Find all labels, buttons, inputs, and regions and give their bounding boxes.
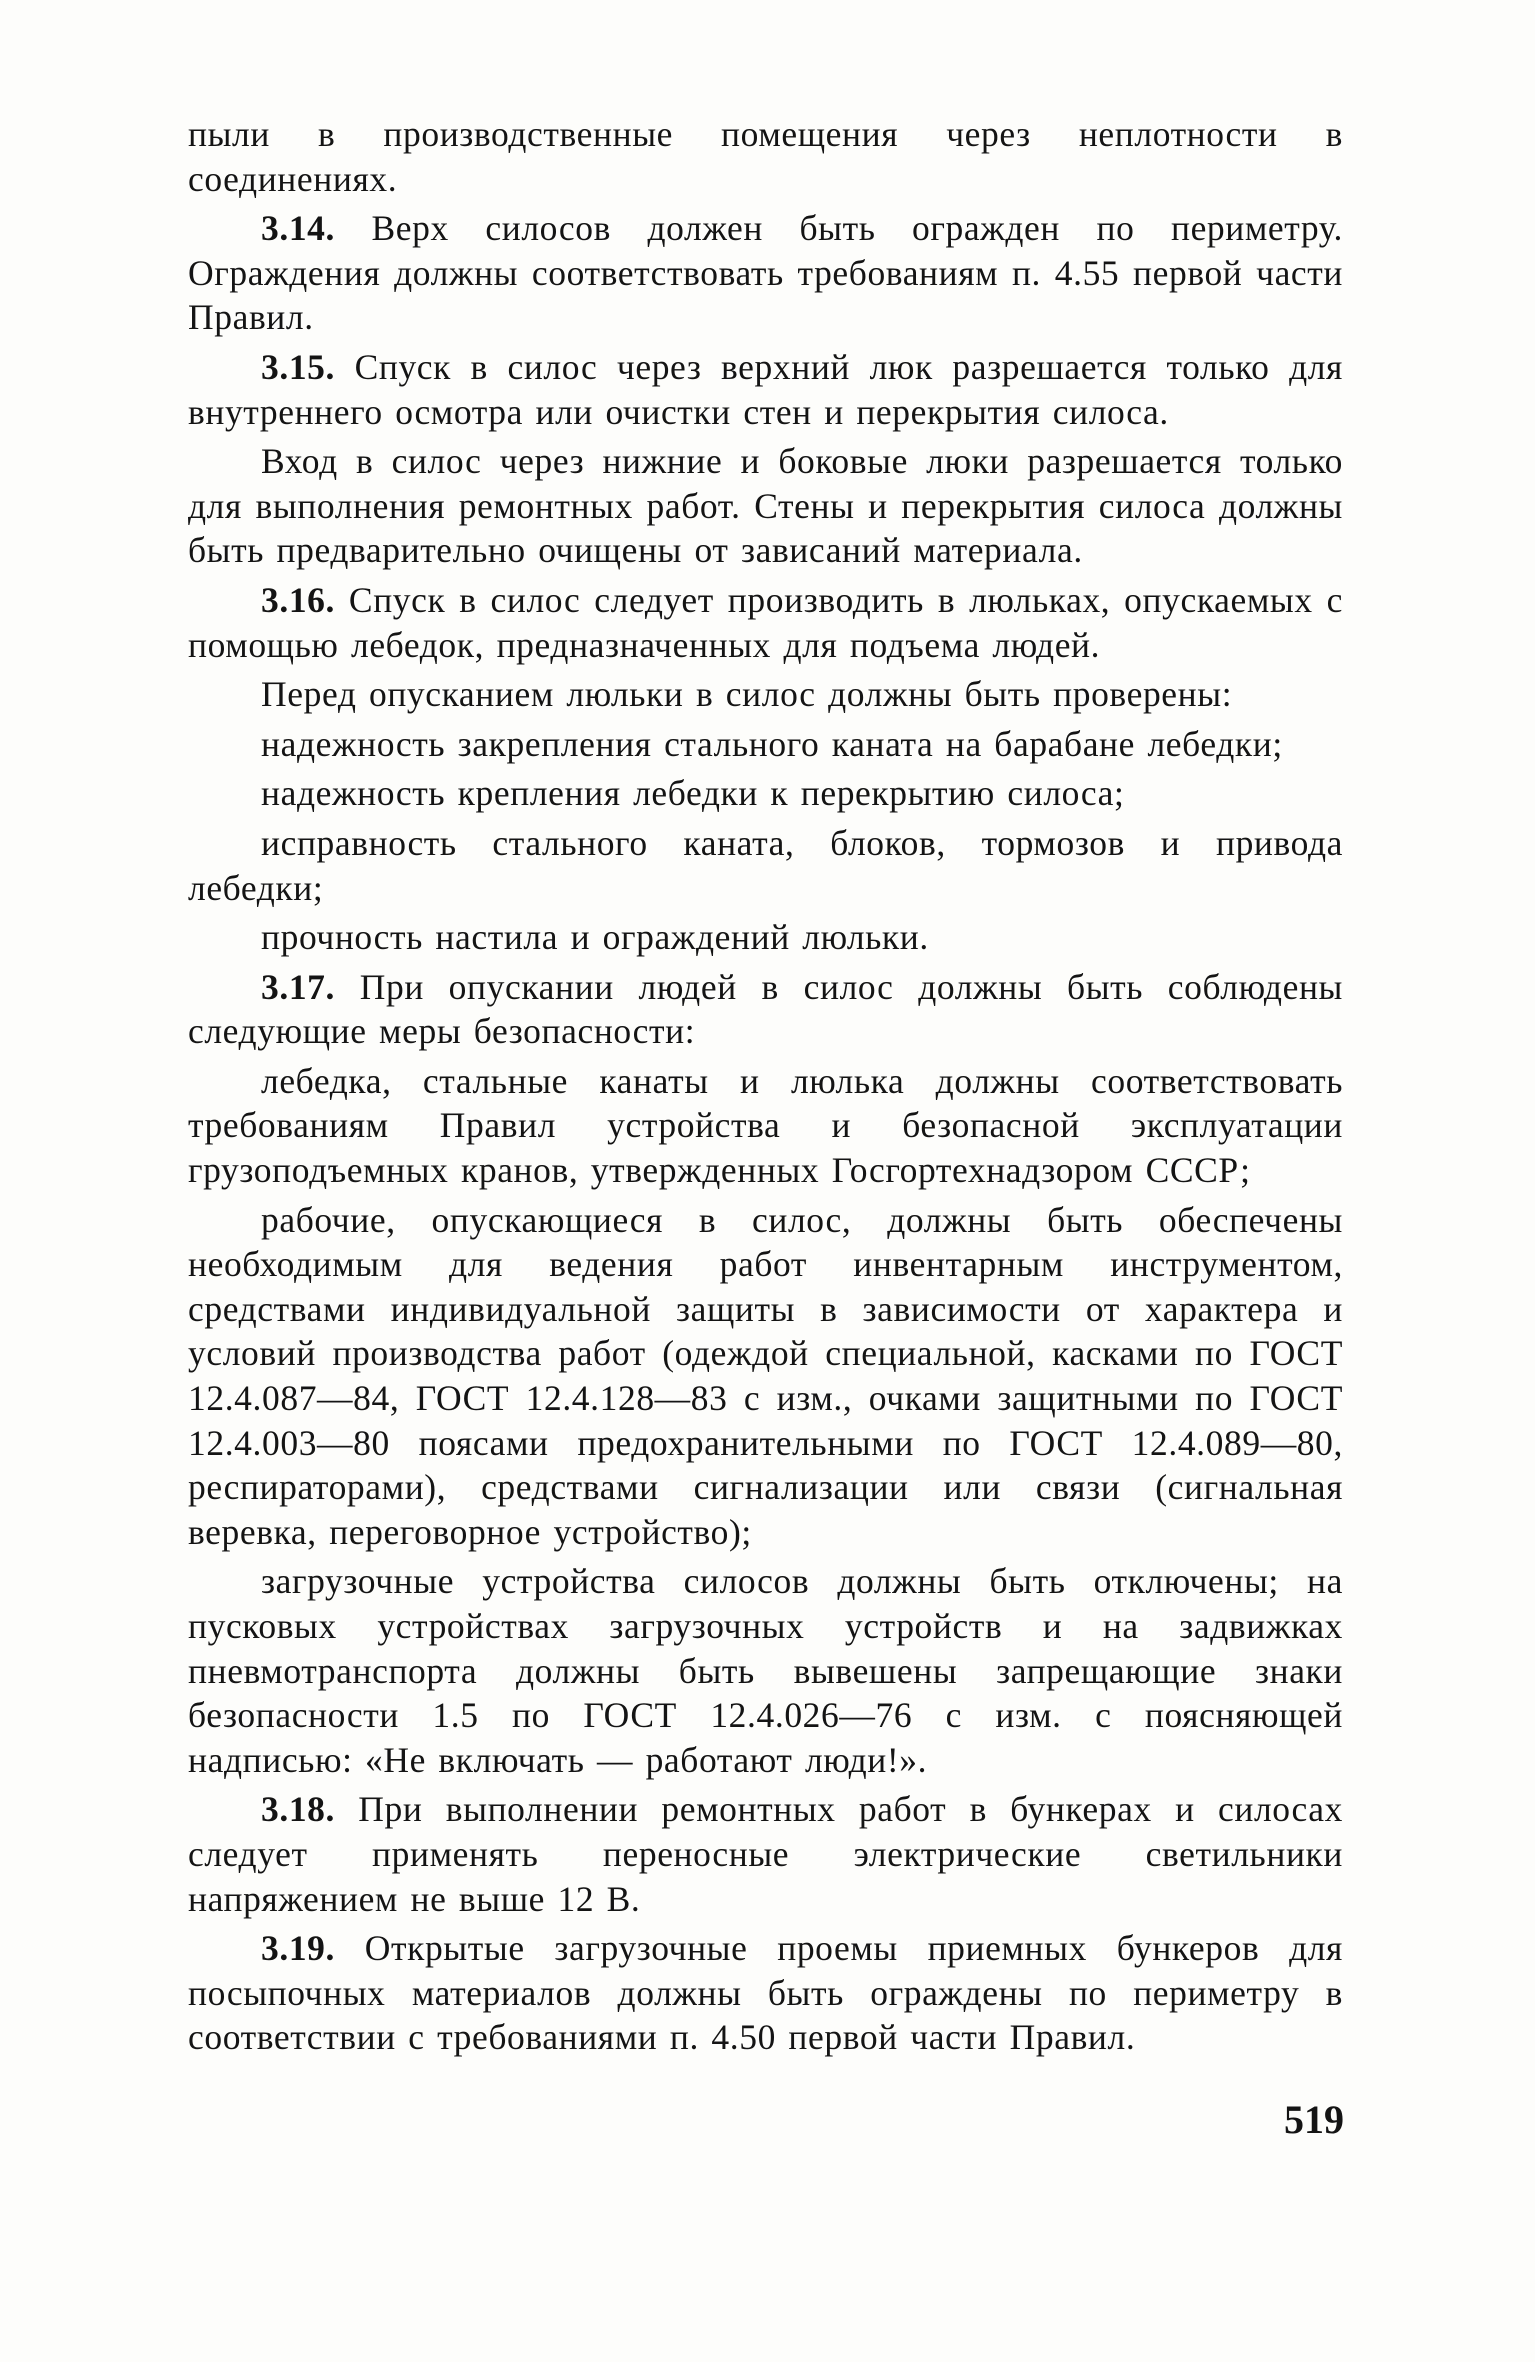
paragraph-3-18	[188, 1787, 1343, 1921]
section-number: 3.18.	[261, 1789, 335, 1830]
paragraph-text: Спуск в силос следует производить в люльках, опускаемых с помощью лебедок, предназначенных для подъема людей.	[188, 579, 1343, 665]
paragraph-text: надежность крепления лебедки к перекрытию силоса;	[261, 773, 1125, 814]
paragraph-3-16	[188, 578, 1343, 667]
list-item	[188, 1198, 1343, 1555]
list-item	[188, 915, 1343, 960]
paragraph-text: При опускании людей в силос должны быть соблюдены следующие меры безопасности:	[188, 966, 1343, 1052]
paragraph-text: прочность настила и ограждений люльки.	[261, 917, 929, 958]
paragraph-text: исправность стального каната, блоков, тормозов и привода лебедки;	[188, 822, 1343, 908]
section-number: 3.19.	[261, 1928, 335, 1969]
section-number: 3.16.	[261, 579, 335, 620]
paragraph-text: лебедка, стальные канаты и люлька должны соответствовать требованиям Правил устройства и безопасной эксплуатации грузоподъемных кранов, утвержденных Госгортехнадзором СССР;	[188, 1060, 1343, 1191]
list-item	[188, 821, 1343, 910]
list-item	[188, 1059, 1343, 1193]
paragraph-3-17	[188, 965, 1343, 1054]
paragraph-text: загрузочные устройства силосов должны быть отключены; на пусковых устройствах загрузочных устройств и на задвижках пневмотранспорта должны быть вывешены запрещающие знаки безопасности 1.5 по ГОСТ 12.4.026—76 с изм. с поясняющей надписью: «Не включать — работают люди!».	[188, 1561, 1343, 1780]
paragraph-text: пыли в производственные помещения через неплотности в соединениях.	[188, 114, 1343, 199]
section-number: 3.14.	[261, 208, 335, 249]
paragraph-check-intro	[188, 672, 1343, 717]
list-item	[188, 771, 1343, 816]
paragraph-text: При выполнении ремонтных работ в бункерах и силосах следует применять переносные электрические светильники напряжением не выше 12 В.	[188, 1789, 1344, 1919]
page-number: 519	[1284, 2097, 1344, 2142]
paragraph-3-15	[188, 345, 1343, 434]
paragraph-text: надежность закрепления стального каната на барабане лебедки;	[261, 723, 1283, 764]
paragraph-entry	[188, 439, 1343, 573]
paragraph-text: рабочие, опускающиеся в силос, должны быть обеспечены необходимым для ведения работ инвентарным инструментом, средствами индивидуальной защиты в зависимости от характера и условий производства работ (одеждой специальной, касками по ГОСТ 12.4.087—84, ГОСТ 12.4.128—83 с изм., очками защитными по ГОСТ 12.4.003—80 поясами предохранительными по ГОСТ 12.4.089—80, респираторами), средствами сигнализации или связи (сигнальная веревка, переговорное устройство);	[188, 1199, 1343, 1552]
paragraph-text: Спуск в силос через верхний люк разрешается только для внутреннего осмотра или очистки стен и перекрытия силоса.	[188, 346, 1343, 432]
section-number: 3.17.	[261, 966, 335, 1007]
body-text	[188, 112, 1343, 2060]
paragraph-3-19	[188, 1926, 1343, 2060]
paragraph-text: Открытые загрузочные проемы приемных бункеров для посыпочных материалов должны быть ограждены по периметру в соответствии с требованиями п. 4.50 первой части Правил.	[188, 1928, 1343, 2058]
section-number: 3.15.	[261, 346, 335, 387]
list-item	[188, 1559, 1343, 1782]
paragraph-3-14	[188, 206, 1343, 340]
paragraph-text: Вход в силос через нижние и боковые люки разрешается только для выполнения ремонтных работ. Стены и перекрытия силоса должны быть предварительно очищены от зависаний материала.	[188, 441, 1343, 571]
list-item	[188, 722, 1343, 767]
paragraph-text: Перед опусканием люльки в силос должны быть проверены:	[261, 674, 1233, 715]
paragraph-text: Верх силосов должен быть огражден по периметру. Ограждения должны соответствовать требованиям п. 4.55 первой части Правил.	[188, 208, 1343, 338]
paragraph-continuation	[188, 112, 1343, 201]
